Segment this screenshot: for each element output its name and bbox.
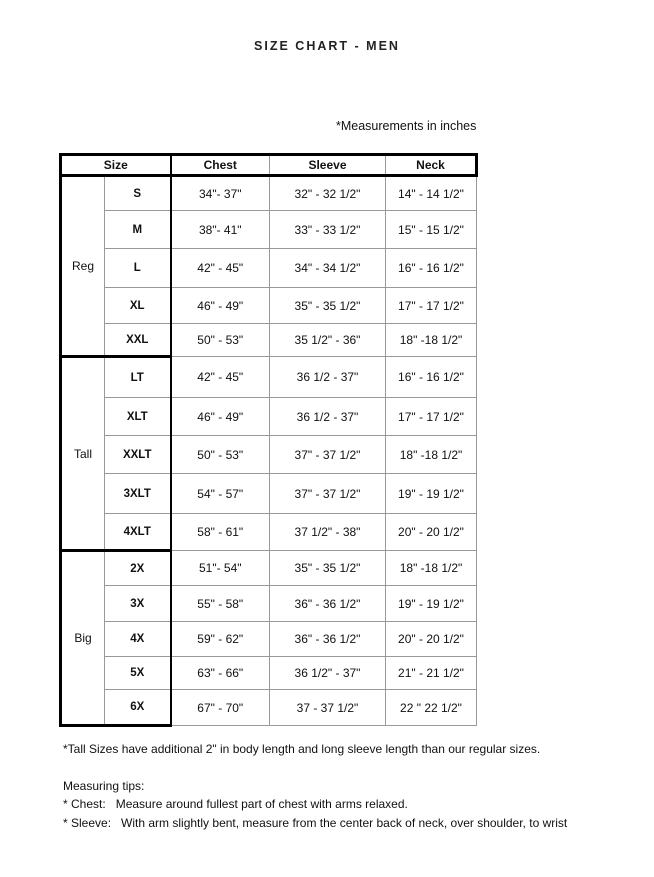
table-row <box>61 657 477 690</box>
neck-cell: 14" - 14 1/2" <box>386 176 477 211</box>
table-row <box>61 357 477 398</box>
sleeve-cell: 35" - 35 1/2" <box>270 288 386 324</box>
table-row <box>61 474 477 514</box>
tip-sleeve-label: * Sleeve: <box>63 816 112 830</box>
page-title: SIZE CHART - MEN <box>254 39 400 53</box>
sleeve-cell: 35" - 35 1/2" <box>270 551 386 586</box>
measuring-tips-title: Measuring tips: <box>63 779 145 793</box>
neck-cell: 18" -18 1/2" <box>386 551 477 586</box>
size-cell: 3X <box>105 586 171 622</box>
size-group-label: Tall <box>61 357 105 551</box>
table-row <box>61 551 477 586</box>
size-cell: M <box>105 211 171 249</box>
size-cell: XXLT <box>105 436 171 474</box>
chest-cell: 67" - 70" <box>171 690 270 726</box>
neck-cell: 17" - 17 1/2" <box>386 398 477 436</box>
table-row <box>61 690 477 726</box>
table-row <box>61 514 477 551</box>
chest-cell: 59" - 62" <box>171 622 270 657</box>
size-cell: LT <box>105 357 171 398</box>
size-cell: S <box>105 176 171 211</box>
chest-cell: 46" - 49" <box>171 398 270 436</box>
size-cell: XLT <box>105 398 171 436</box>
chest-cell: 50" - 53" <box>171 324 270 357</box>
sleeve-cell: 36 1/2 - 37" <box>270 398 386 436</box>
neck-cell: 15" - 15 1/2" <box>386 211 477 249</box>
chest-cell: 63" - 66" <box>171 657 270 690</box>
table-body <box>61 176 477 726</box>
size-cell: 2X <box>105 551 171 586</box>
neck-cell: 20" - 20 1/2" <box>386 514 477 551</box>
table-row <box>61 288 477 324</box>
size-group-label: Big <box>61 551 105 726</box>
table-row <box>61 622 477 657</box>
sleeve-cell: 37 1/2" - 38" <box>270 514 386 551</box>
chest-cell: 51"- 54" <box>171 551 270 586</box>
size-chart-table <box>59 153 478 727</box>
chest-cell: 46" - 49" <box>171 288 270 324</box>
chest-cell: 42" - 45" <box>171 249 270 288</box>
tip-chest <box>63 797 408 811</box>
sleeve-cell: 35 1/2" - 36" <box>270 324 386 357</box>
sleeve-cell: 33" - 33 1/2" <box>270 211 386 249</box>
header-size: Size <box>61 155 171 176</box>
neck-cell: 19" - 19 1/2" <box>386 586 477 622</box>
neck-cell: 17" - 17 1/2" <box>386 288 477 324</box>
sleeve-cell: 34" - 34 1/2" <box>270 249 386 288</box>
size-cell: XXL <box>105 324 171 357</box>
chest-cell: 38"- 41" <box>171 211 270 249</box>
tall-sizes-footnote: *Tall Sizes have additional 2" in body length and long sleeve length than our regular sizes. <box>63 742 541 756</box>
size-cell: 4X <box>105 622 171 657</box>
size-cell: 4XLT <box>105 514 171 551</box>
table-row <box>61 436 477 474</box>
size-group-label: Reg <box>61 176 105 357</box>
sleeve-cell: 36 1/2" - 37" <box>270 657 386 690</box>
chest-cell: 58" - 61" <box>171 514 270 551</box>
table-row <box>61 249 477 288</box>
chest-cell: 55" - 58" <box>171 586 270 622</box>
table-row <box>61 176 477 211</box>
table-header-row <box>61 155 477 176</box>
chest-cell: 50" - 53" <box>171 436 270 474</box>
table-row <box>61 211 477 249</box>
sleeve-cell: 37 - 37 1/2" <box>270 690 386 726</box>
neck-cell: 18" -18 1/2" <box>386 436 477 474</box>
sleeve-cell: 36" - 36 1/2" <box>270 622 386 657</box>
tip-sleeve <box>63 816 567 830</box>
size-cell: XL <box>105 288 171 324</box>
table-row <box>61 398 477 436</box>
chest-cell: 54" - 57" <box>171 474 270 514</box>
size-cell: 6X <box>105 690 171 726</box>
table-row <box>61 586 477 622</box>
size-cell: L <box>105 249 171 288</box>
neck-cell: 18" -18 1/2" <box>386 324 477 357</box>
neck-cell: 22 " 22 1/2" <box>386 690 477 726</box>
measurement-note: *Measurements in inches <box>336 119 477 133</box>
size-cell: 3XLT <box>105 474 171 514</box>
neck-cell: 16" - 16 1/2" <box>386 249 477 288</box>
sleeve-cell: 32" - 32 1/2" <box>270 176 386 211</box>
tip-chest-text: Measure around fullest part of chest with arms relaxed. <box>115 797 408 811</box>
table-row <box>61 324 477 357</box>
sleeve-cell: 36" - 36 1/2" <box>270 586 386 622</box>
chest-cell: 42" - 45" <box>171 357 270 398</box>
neck-cell: 20" - 20 1/2" <box>386 622 477 657</box>
header-neck: Neck <box>386 155 477 176</box>
header-chest: Chest <box>171 155 270 176</box>
tip-sleeve-text: With arm slightly bent, measure from the center back of neck, over shoulder, to wrist <box>121 816 568 830</box>
sleeve-cell: 37" - 37 1/2" <box>270 474 386 514</box>
neck-cell: 19" - 19 1/2" <box>386 474 477 514</box>
neck-cell: 21" - 21 1/2" <box>386 657 477 690</box>
chest-cell: 34"- 37" <box>171 176 270 211</box>
neck-cell: 16" - 16 1/2" <box>386 357 477 398</box>
sleeve-cell: 37" - 37 1/2" <box>270 436 386 474</box>
sleeve-cell: 36 1/2 - 37" <box>270 357 386 398</box>
size-cell: 5X <box>105 657 171 690</box>
tip-chest-label: * Chest: <box>63 797 106 811</box>
header-sleeve: Sleeve <box>270 155 386 176</box>
